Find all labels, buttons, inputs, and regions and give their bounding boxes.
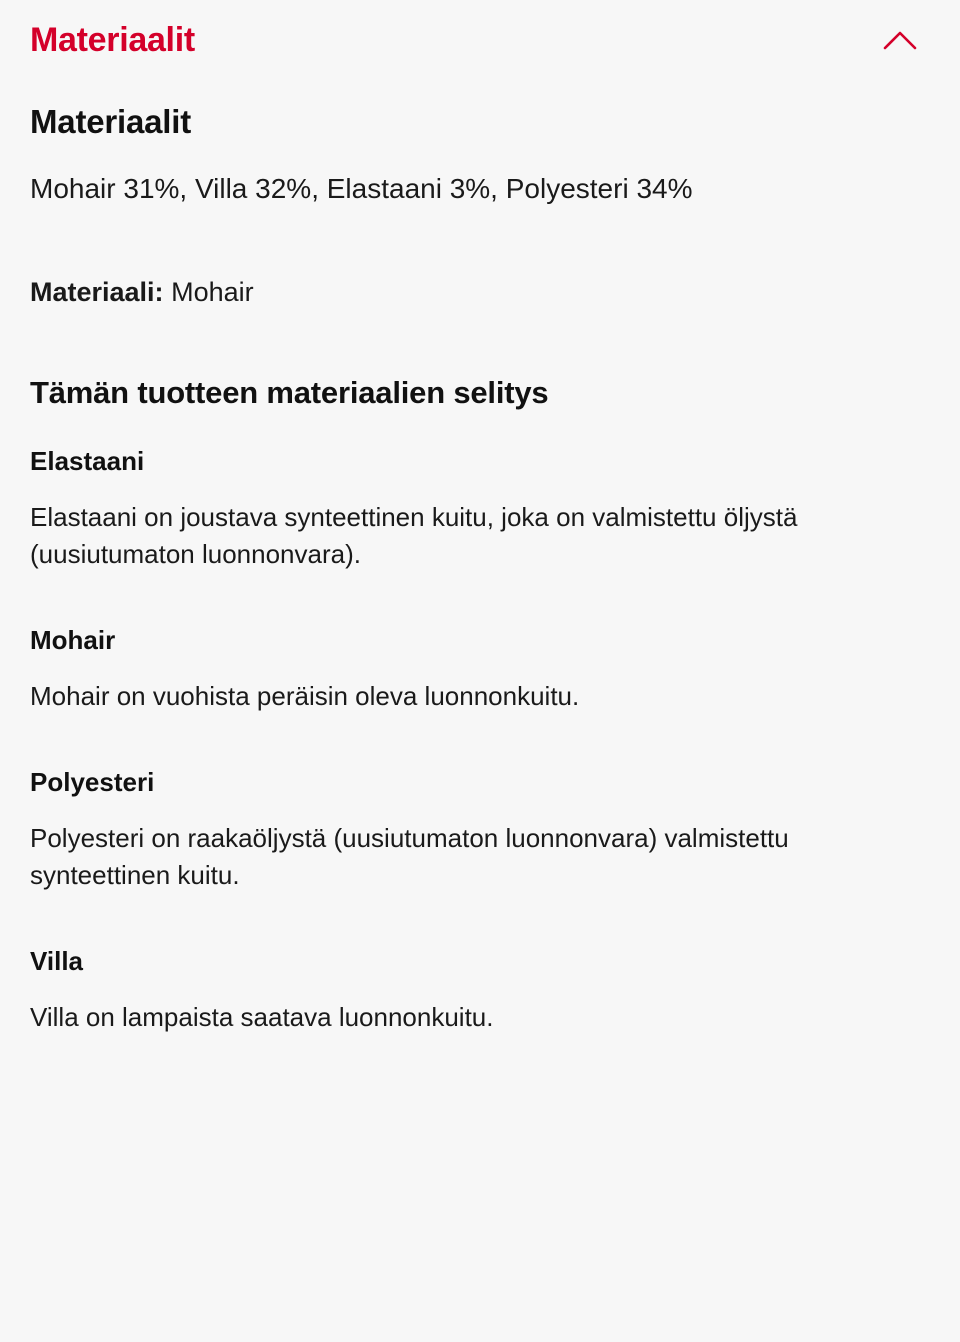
- materials-heading: Materiaalit: [30, 103, 192, 140]
- material-entry-description: Elastaani on joustava synteettinen kuitu, joka on valmistettu öljystä (uusiutumaton luonnonvara).: [30, 501, 798, 569]
- materials-explanation-heading: Tämän tuotteen materiaalien selitys: [30, 375, 549, 411]
- materials-accordion-content: [30, 68, 930, 1036]
- material-entry-description: Villa on lampaista saatava luonnonkuitu.: [30, 1001, 494, 1032]
- material-entry: [30, 625, 930, 715]
- materials-accordion-header[interactable]: [30, 0, 930, 68]
- material-entry-name: Villa: [30, 945, 84, 976]
- accordion-toggle-button[interactable]: [878, 18, 922, 62]
- primary-material-value: Mohair: [171, 277, 254, 308]
- accordion-title: Materiaalit: [30, 20, 195, 59]
- material-entry-description: Polyesteri on raakaöljystä (uusiutumaton luonnonvara) valmistettu synteettinen kuitu.: [30, 822, 789, 890]
- material-entry: [30, 946, 930, 1036]
- material-entry: [30, 446, 930, 573]
- material-entry-description: Mohair on vuohista peräisin oleva luonnonkuitu.: [30, 680, 580, 711]
- primary-material-label: Materiaali:: [30, 277, 164, 308]
- material-entry-name: Polyesteri: [30, 766, 155, 797]
- material-entry-name: Mohair: [30, 624, 116, 655]
- material-entry: [30, 767, 930, 894]
- material-composition: Mohair 31%, Villa 32%, Elastaani 3%, Polyesteri 34%: [30, 172, 693, 204]
- material-entry-name: Elastaani: [30, 445, 145, 476]
- chevron-up-icon: [883, 29, 917, 51]
- primary-material-row: [30, 275, 930, 310]
